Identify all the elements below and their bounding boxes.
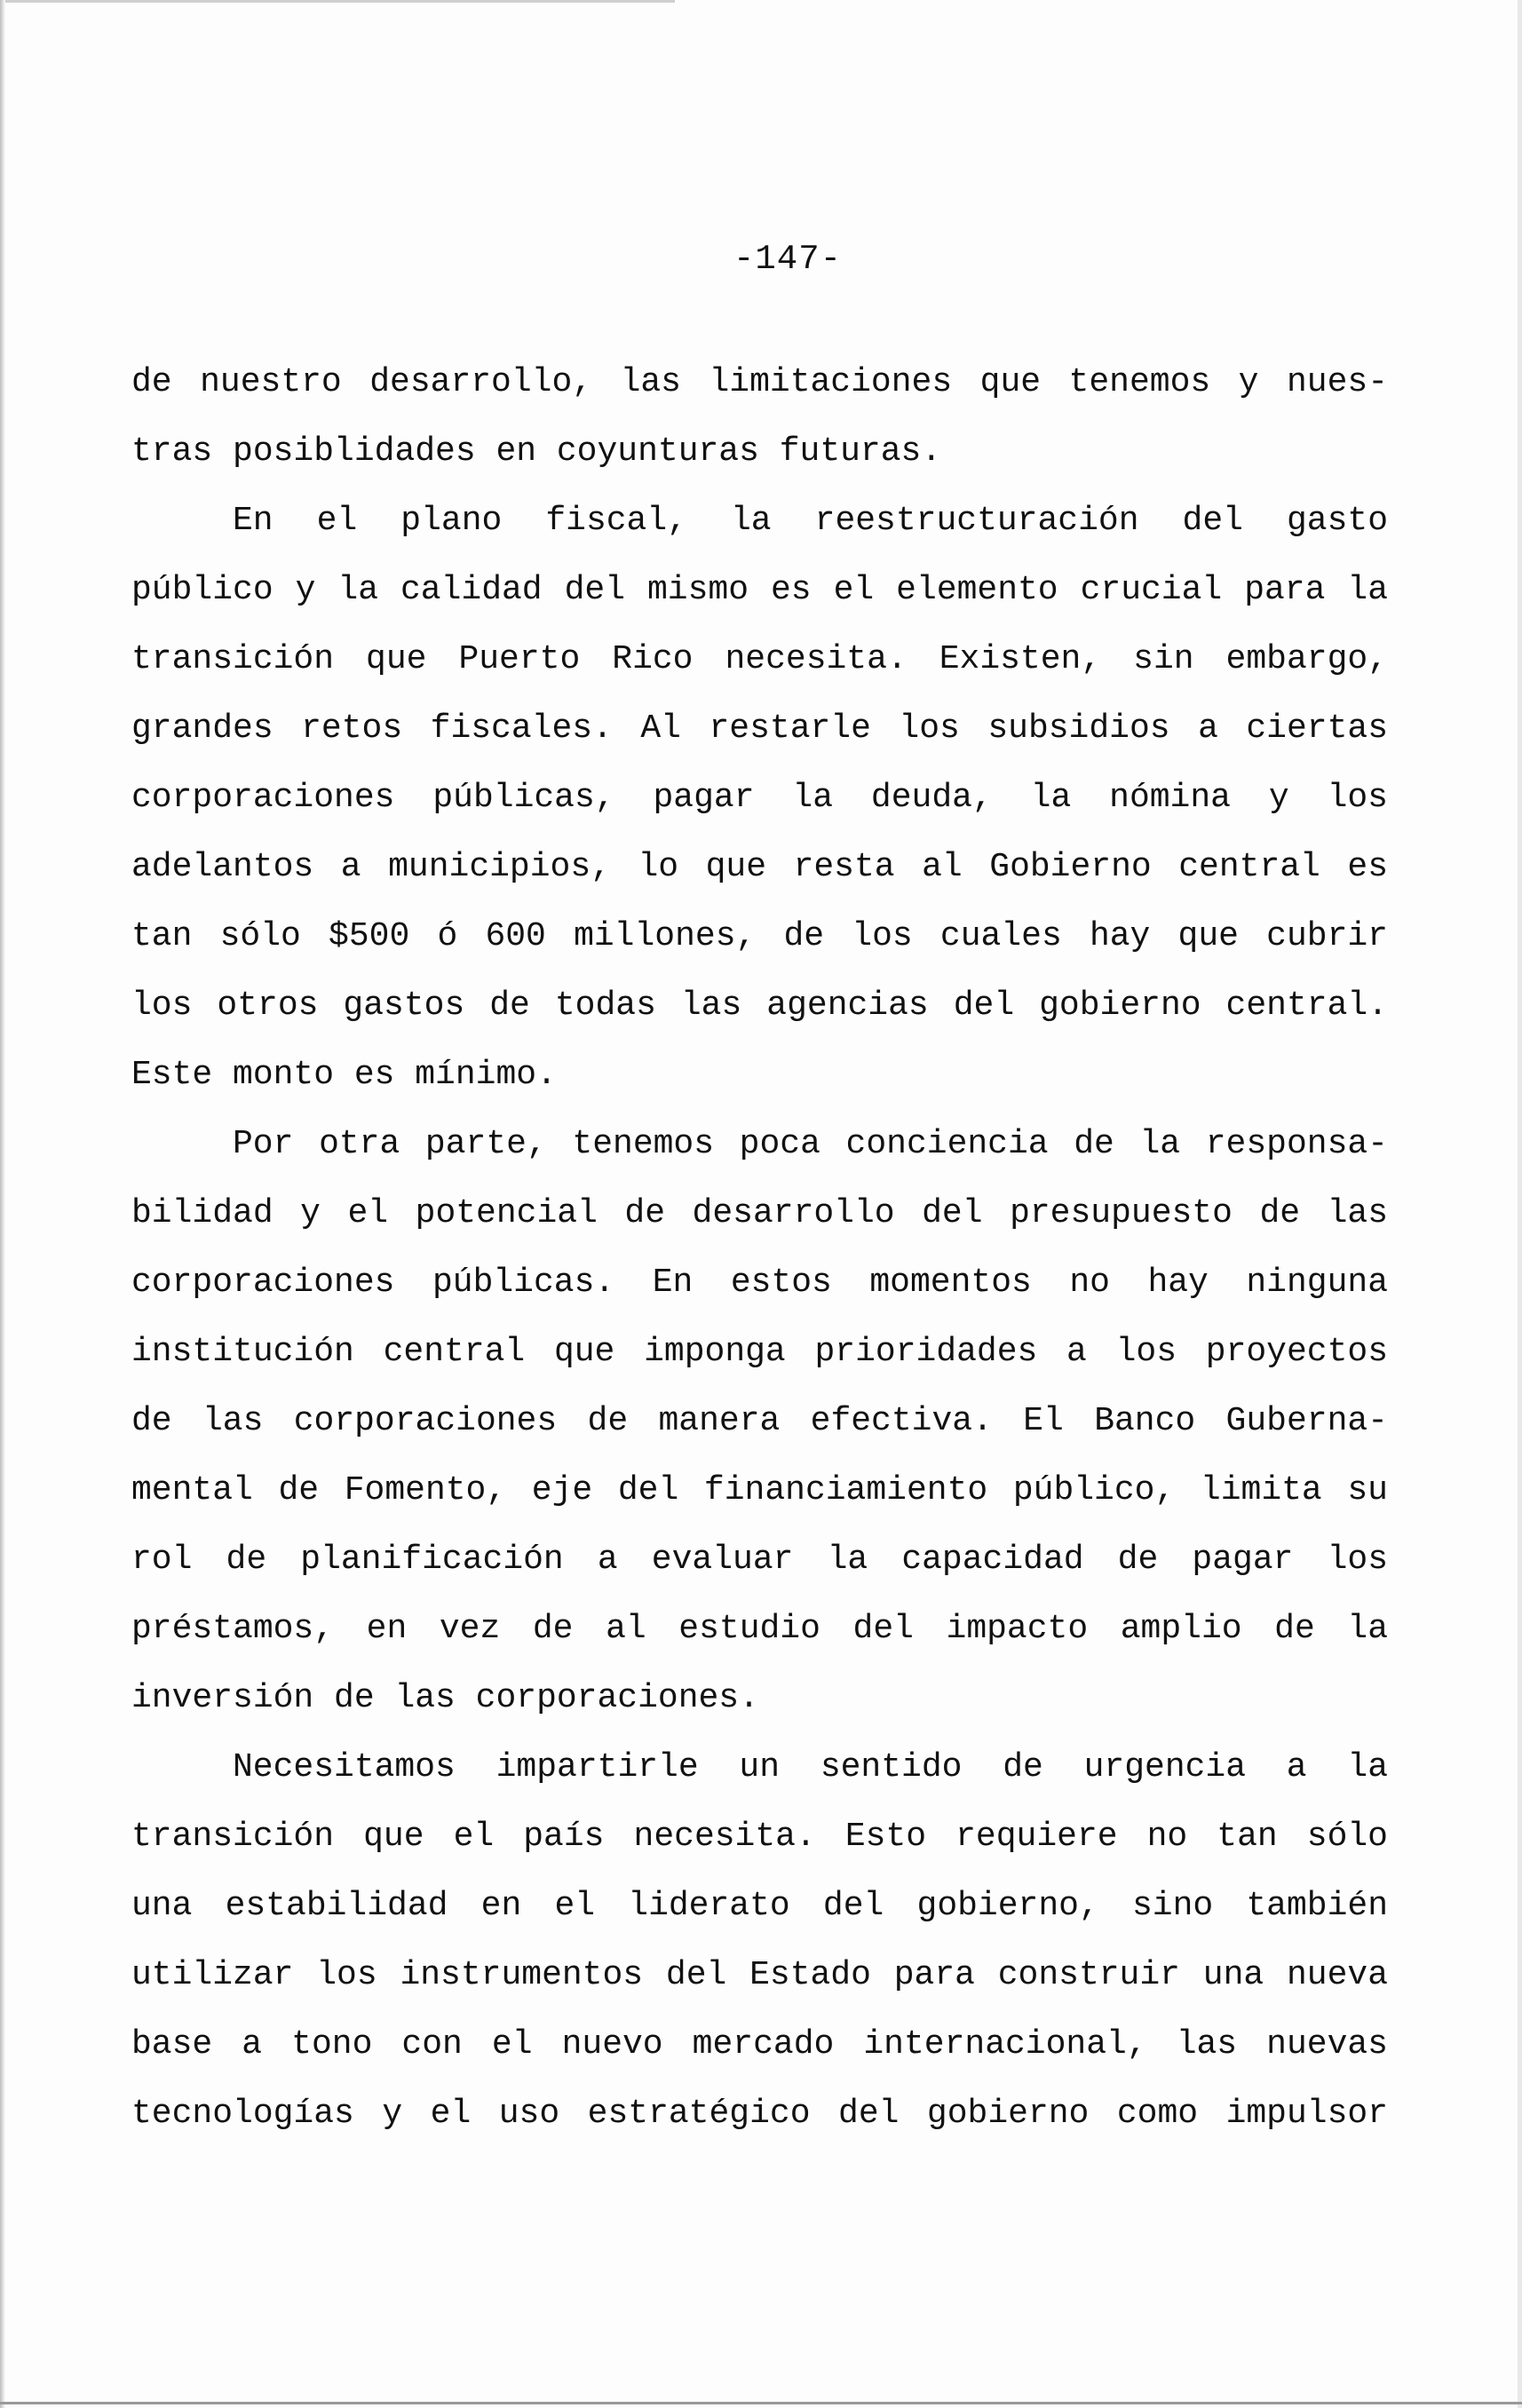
text-line: Por otra parte, tenemos poca conciencia de la responsa-: [233, 1125, 1388, 1163]
text-line: Necesitamos impartirle un sentido de urgencia a la: [233, 1748, 1388, 1786]
text-line: base a tono con el nuevo mercado internacional, las nuevas: [131, 2025, 1388, 2063]
text-line: adelantos a municipios, lo que resta al Gobierno central es: [131, 848, 1388, 886]
text-line: grandes retos fiscales. Al restarle los subsidios a ciertas: [131, 709, 1388, 748]
text-line: público y la calidad del mismo es el elemento crucial para la: [131, 571, 1388, 609]
text-line: de nuestro desarrollo, las limitaciones que tenemos y nues-: [131, 363, 1388, 401]
text-line: corporaciones públicas. En estos momentos no hay ninguna: [131, 1263, 1388, 1302]
text-line: mental de Fomento, eje del financiamiento público, limita su: [131, 1471, 1388, 1509]
text-line: bilidad y el potencial de desarrollo del presupuesto de las: [131, 1194, 1388, 1232]
text-line: una estabilidad en el liderato del gobierno, sino también: [131, 1887, 1388, 1925]
text-line: institución central que imponga prioridades a los proyectos: [131, 1333, 1388, 1371]
text-line: transición que Puerto Rico necesita. Existen, sin embargo,: [131, 640, 1388, 678]
text-line: tan sólo $500 ó 600 millones, de los cuales hay que cubrir: [131, 917, 1388, 955]
text-line: corporaciones públicas, pagar la deuda, la nómina y los: [131, 779, 1388, 817]
text-line: transición que el país necesita. Esto requiere no tan sólo: [131, 1818, 1388, 1856]
scan-bottom-edge: [0, 2402, 1522, 2404]
body-text: [131, 348, 1388, 2149]
text-line: préstamos, en vez de al estudio del impacto amplio de la: [131, 1610, 1388, 1648]
text-line: inversión de las corporaciones.: [131, 1679, 759, 1717]
text-line: tecnologías y el uso estratégico del gobierno como impulsor: [131, 2095, 1388, 2133]
page-number: -147-: [733, 240, 843, 279]
text-line: rol de planificación a evaluar la capacidad de pagar los: [131, 1541, 1388, 1579]
scan-right-edge: [1518, 0, 1522, 2408]
text-line: de las corporaciones de manera efectiva. El Banco Guberna-: [131, 1402, 1388, 1440]
text-line: Este monto es mínimo.: [131, 1056, 557, 1094]
scan-left-edge: [0, 0, 5, 2408]
scan-top-edge: [0, 0, 675, 3]
text-line: En el plano fiscal, la reestructuración del gasto: [233, 502, 1388, 540]
text-line: los otros gastos de todas las agencias del gobierno central.: [131, 986, 1388, 1025]
text-line: utilizar los instrumentos del Estado para construir una nueva: [131, 1956, 1388, 1994]
text-line: tras posiblidades en coyunturas futuras.: [131, 432, 942, 471]
